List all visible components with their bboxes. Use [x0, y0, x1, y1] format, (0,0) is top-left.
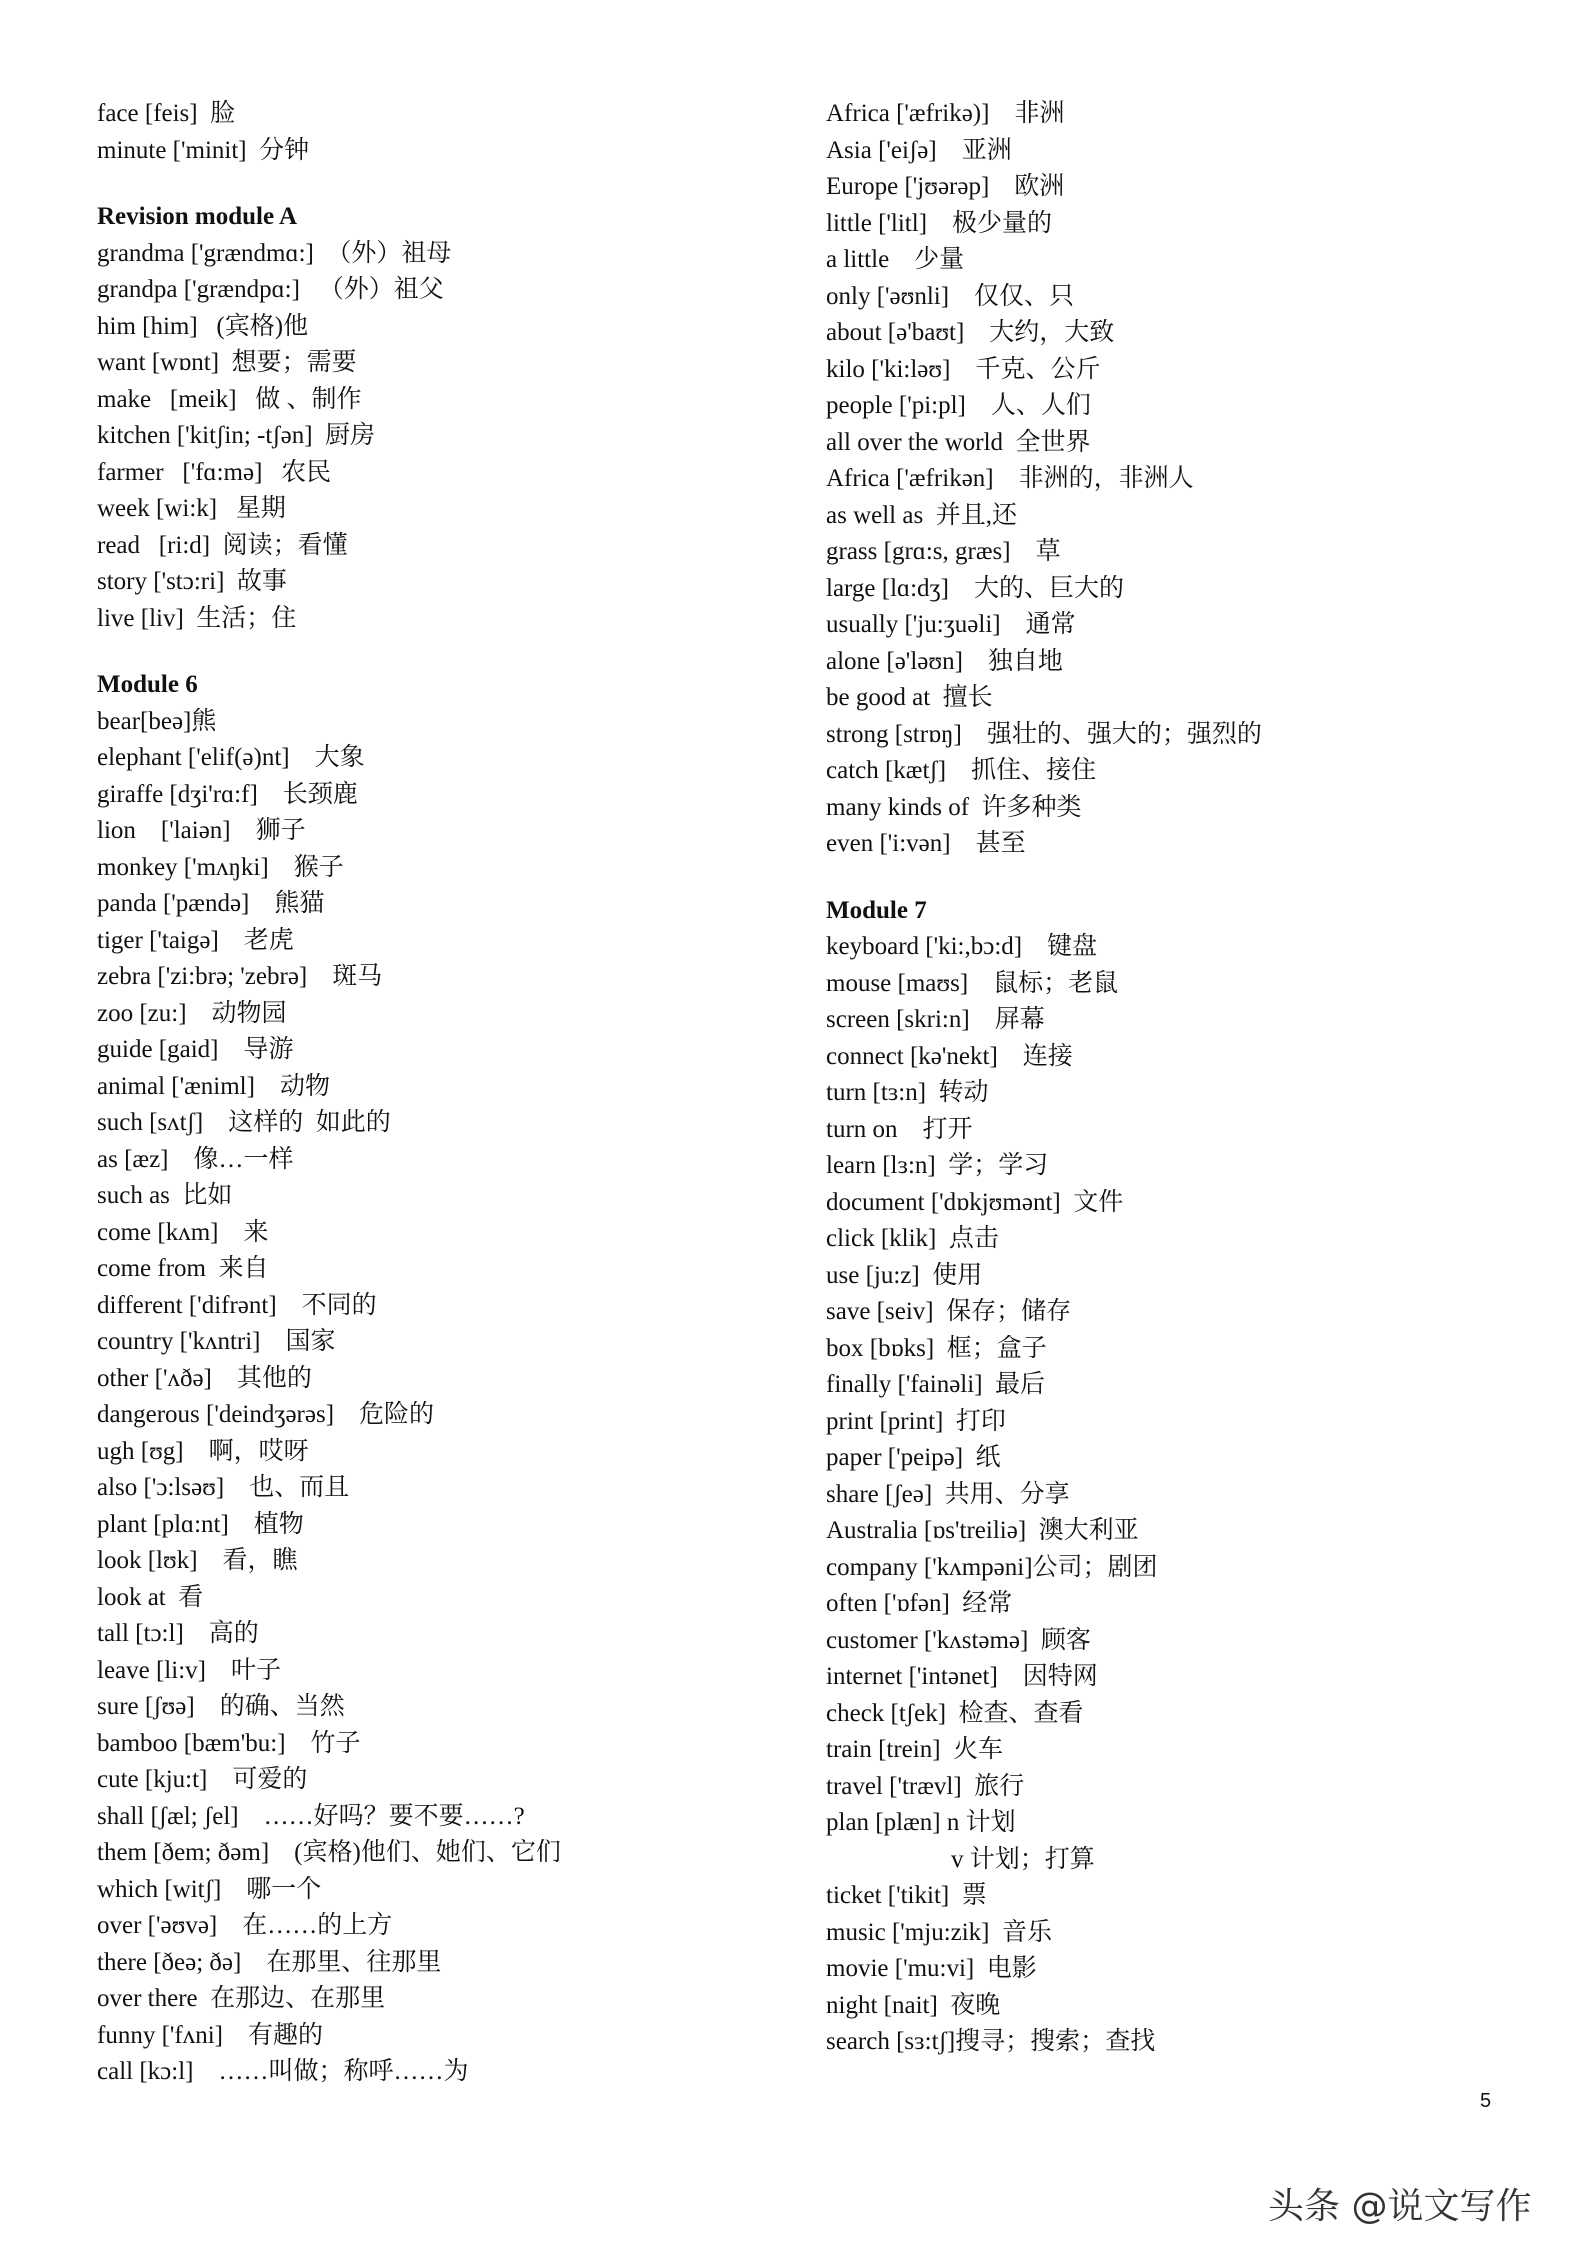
vocabulary-entry: little ['litl] 极少量的 — [826, 209, 1053, 237]
vocabulary-entry: company ['kʌmpəni]公司；剧团 — [826, 1553, 1158, 1581]
vocabulary-entry: Europe ['jʊərəp] 欧洲 — [826, 173, 1065, 200]
vocabulary-entry: different ['difrənt] 不同的 — [97, 1291, 377, 1319]
vocabulary-entry: cute [kju:t] 可爱的 — [97, 1766, 308, 1793]
vocabulary-entry: want [wɒnt] 想要；需要 — [97, 349, 357, 376]
vocabulary-entry: bamboo [bæm'bu:] 竹子 — [97, 1729, 361, 1757]
vocabulary-entry: connect [kə'nekt] 连接 — [826, 1042, 1073, 1070]
vocabulary-entry: plan [plæn] n 计划 — [826, 1809, 1016, 1836]
vocabulary-entry: farmer ['fɑ:mə] 农民 — [97, 458, 332, 486]
vocabulary-entry: music ['mju:zik] 音乐 — [826, 1918, 1053, 1946]
vocabulary-entry: turn [tɜ:n] 转动 — [826, 1079, 989, 1106]
vocabulary-entry: travel ['trævl] 旅行 — [826, 1772, 1025, 1800]
vocabulary-entry: as well as 并且,还 — [826, 501, 1017, 529]
vocabulary-entry: use [ju:z] 使用 — [826, 1261, 983, 1289]
vocabulary-entry: night [nait] 夜晚 — [826, 1991, 1001, 2019]
vocabulary-entry: come [kʌm] 来 — [97, 1218, 269, 1246]
left-column — [97, 96, 797, 2091]
vocabulary-entry: all over the world 全世界 — [826, 428, 1091, 456]
vocabulary-entry: v 计划；打算 — [826, 1845, 1095, 1873]
vocabulary-entry: Australia [ɒs'treiliə] 澳大利亚 — [826, 1517, 1139, 1544]
vocabulary-entry: call [kɔ:l] ……叫做；称呼……为 — [97, 2058, 469, 2085]
vocabulary-entry: be good at 擅长 — [826, 684, 993, 711]
vocabulary-entry: large [lɑ:dʒ] 大的、巨大的 — [826, 574, 1124, 602]
vocabulary-entry: country ['kʌntri] 国家 — [97, 1328, 336, 1355]
vocabulary-entry: kitchen ['kitʃin; -tʃən] 厨房 — [97, 422, 376, 449]
vocabulary-entry: guide [gaid] 导游 — [97, 1036, 294, 1063]
vocabulary-entry: finally ['fainəli] 最后 — [826, 1371, 1046, 1398]
vocabulary-entry: grandpa ['grændpɑ:] （外）祖父 — [97, 276, 444, 303]
vocabulary-entry: zebra ['zi:brə; 'zebrə] 斑马 — [97, 963, 383, 990]
vocabulary-entry: week [wi:k] 星期 — [97, 495, 286, 522]
vocabulary-entry: screen [skri:n] 屏幕 — [826, 1006, 1045, 1033]
vocabulary-entry: learn [lɜ:n] 学；学习 — [826, 1152, 1049, 1179]
vocabulary-entry: over ['əʊvə] 在……的上方 — [97, 1912, 393, 1939]
vocabulary-entry: look [lʊk] 看，瞧 — [97, 1547, 298, 1574]
vocabulary-entry: strong [strɒŋ] 强壮的、强大的；强烈的 — [826, 720, 1262, 748]
vocabulary-entry: over there 在那边、在那里 — [97, 1985, 386, 2012]
vocabulary-entry: animal ['æniml] 动物 — [97, 1072, 330, 1100]
vocabulary-entry: people ['pi:pl] 人、人们 — [826, 392, 1091, 419]
vocabulary-entry: monkey ['mʌŋki] 猴子 — [97, 853, 344, 881]
section-spacer — [97, 169, 797, 199]
vocabulary-entry: ugh [ʊg] 啊，哎呀 — [97, 1437, 309, 1465]
vocabulary-entry: leave [li:v] 叶子 — [97, 1656, 281, 1684]
vocabulary-entry: look at 看 — [97, 1583, 204, 1611]
page-number: 5 — [1480, 2090, 1492, 2112]
vocabulary-entry: make [meik] 做 、制作 — [97, 385, 362, 413]
vocabulary-entry: tiger ['taigə] 老虎 — [97, 926, 294, 954]
vocabulary-entry: giraffe [dʒi'rɑ:f] 长颈鹿 — [97, 780, 358, 808]
vocabulary-entry: paper ['peipə] 纸 — [826, 1444, 1001, 1471]
vocabulary-entry: zoo [zu:] 动物园 — [97, 999, 287, 1027]
vocabulary-entry: other ['ʌðə] 其他的 — [97, 1364, 312, 1392]
vocabulary-entry: elephant ['elif(ə)nt] 大象 — [97, 744, 365, 771]
vocabulary-entry: Africa ['æfrikən] 非洲的，非洲人 — [826, 465, 1194, 492]
vocabulary-entry: such as 比如 — [97, 1182, 233, 1209]
vocabulary-entry: check [tʃek] 检查、查看 — [826, 1699, 1084, 1727]
vocabulary-entry: grandma ['grændmɑ:] （外）祖母 — [97, 239, 452, 267]
vocabulary-entry: box [bɒks] 框；盒子 — [826, 1334, 1047, 1362]
vocabulary-entry: internet ['intənet] 因特网 — [826, 1663, 1098, 1690]
vocabulary-entry: about [ə'baʊt] 大约，大致 — [826, 319, 1115, 346]
vocabulary-entry: plant [plɑ:nt] 植物 — [97, 1510, 304, 1538]
vocabulary-entry: read [ri:d] 阅读；看懂 — [97, 531, 348, 559]
vocabulary-entry: minute ['minit] 分钟 — [97, 136, 310, 164]
section-spacer — [826, 863, 1526, 893]
vocabulary-entry: many kinds of 许多种类 — [826, 793, 1082, 821]
vocabulary-entry: them [ðem; ðəm] (宾格)他们、她们、它们 — [97, 1839, 561, 1866]
vocabulary-entry: usually ['ju:ʒuəli] 通常 — [826, 611, 1076, 638]
vocabulary-entry: lion ['laiən] 狮子 — [97, 817, 306, 844]
vocabulary-entry: only ['əʊnli] 仅仅、只 — [826, 282, 1075, 310]
vocabulary-entry: as [æz] 像…一样 — [97, 1145, 294, 1173]
vocabulary-entry: panda ['pændə] 熊猫 — [97, 890, 325, 917]
vocabulary-entry: funny ['fʌni] 有趣的 — [97, 2021, 324, 2049]
vocabulary-entry: movie ['mu:vi] 电影 — [826, 1955, 1037, 1982]
vocabulary-entry: even ['i:vən] 甚至 — [826, 830, 1026, 857]
vocabulary-entry: document ['dɒkjʊmənt] 文件 — [826, 1188, 1124, 1216]
vocabulary-entry: face [feis] 脸 — [97, 100, 236, 127]
vocabulary-entry: share [ʃeə] 共用、分享 — [826, 1480, 1070, 1508]
vocabulary-entry: click [klik] 点击 — [826, 1225, 999, 1252]
vocabulary-entry: kilo ['ki:ləʊ] 千克、公斤 — [826, 355, 1101, 383]
vocabulary-entry: tall [tɔ:l] 高的 — [97, 1620, 259, 1647]
vocabulary-entry: catch [kætʃ] 抓住、接住 — [826, 757, 1097, 784]
vocabulary-entry: search [sɜ:tʃ]搜寻；搜索；查找 — [826, 2028, 1156, 2055]
vocabulary-entry: grass [grɑ:s, græs] 草 — [826, 538, 1061, 565]
vocabulary-entry: often ['ɒfən] 经常 — [826, 1590, 1013, 1617]
vocabulary-entry: mouse [maʊs] 鼠标；老鼠 — [826, 969, 1119, 997]
vocabulary-entry: him [him] (宾格)他 — [97, 312, 309, 340]
vocabulary-entry: there [ðeə; ðə] 在那里、往那里 — [97, 1948, 442, 1976]
section-heading: Module 6 — [97, 671, 198, 698]
vocabulary-entry: sure [ʃʊə] 的确、当然 — [97, 1693, 345, 1720]
vocabulary-entry: such [sʌtʃ] 这样的 如此的 — [97, 1109, 391, 1136]
vocabulary-entry: dangerous ['deindʒərəs] 危险的 — [97, 1401, 435, 1428]
vocabulary-entry: turn on 打开 — [826, 1115, 973, 1143]
section-spacer — [97, 637, 797, 667]
section-heading: Revision module A — [97, 203, 298, 230]
vocabulary-entry: which [witʃ] 哪一个 — [97, 1875, 322, 1903]
vocabulary-entry: customer ['kʌstəmə] 顾客 — [826, 1626, 1091, 1654]
section-heading: Module 7 — [826, 896, 927, 924]
vocabulary-entry: Asia ['eiʃə] 亚洲 — [826, 136, 1012, 164]
vocabulary-entry: story ['stɔ:ri] 故事 — [97, 568, 287, 595]
right-column — [826, 96, 1526, 2061]
vocabulary-entry: also ['ɔ:lsəʊ] 也、而且 — [97, 1474, 350, 1501]
vocabulary-entry: bear[beə]熊 — [97, 707, 217, 735]
vocabulary-entry: keyboard ['ki:,bɔ:d] 键盘 — [826, 933, 1098, 960]
vocabulary-entry: a little 少量 — [826, 246, 965, 273]
vocabulary-entry: shall [ʃæl; ʃel] ……好吗？要不要……? — [97, 1802, 525, 1830]
vocabulary-entry: alone [ə'ləʊn] 独自地 — [826, 647, 1063, 675]
vocabulary-entry: save [seiv] 保存；储存 — [826, 1298, 1072, 1325]
vocabulary-entry: live [liv] 生活；住 — [97, 604, 297, 632]
vocabulary-entry: come from 来自 — [97, 1255, 269, 1282]
vocabulary-entry: print [print] 打印 — [826, 1407, 1006, 1435]
vocabulary-entry: train [trein] 火车 — [826, 1736, 1004, 1763]
vocabulary-entry: ticket ['tikit] 票 — [826, 1882, 987, 1909]
vocabulary-entry: Africa ['æfrikə)] 非洲 — [826, 100, 1065, 127]
watermark: 头条 @说文写作 — [1268, 2186, 1532, 2227]
